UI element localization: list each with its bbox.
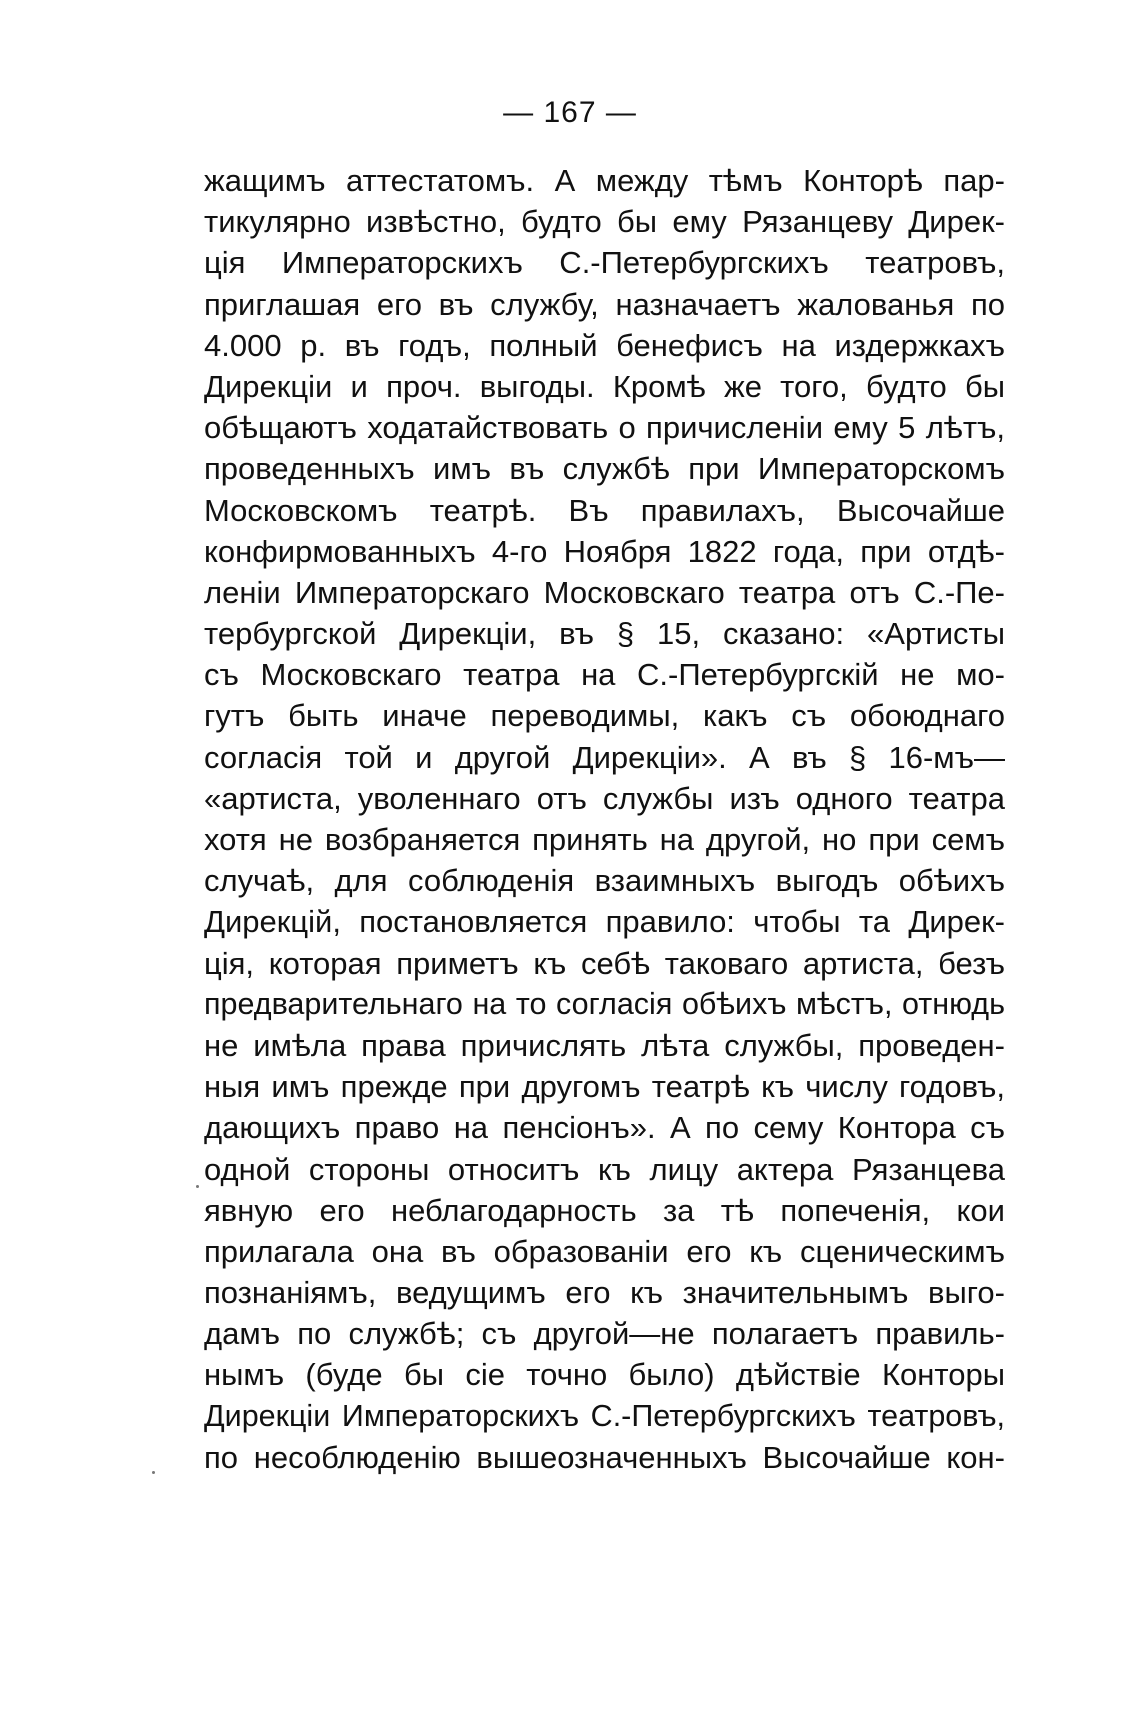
text-line: прилагала она въ образованіи его къ сценическимъ: [204, 1233, 1005, 1269]
text-line: дамъ по службѣ; съ другой—не полагаетъ правиль-: [204, 1316, 1005, 1352]
text-line: согласія той и другой Дирекціи». А въ § 16-мъ—: [204, 739, 1005, 775]
text-line: леніи Императорскаго Московскаго театра отъ С.-Пе-: [204, 574, 1005, 610]
text-line: одной стороны относитъ къ лицу актера Рязанцева: [204, 1151, 1005, 1187]
text-line: «артиста, уволеннаго отъ службы изъ одного театра: [204, 780, 1005, 816]
text-line: Дирекціи и проч. выгоды. Кромѣ же того, будто бы: [204, 368, 1005, 404]
text-line: ныя имъ прежде при другомъ театрѣ къ числу годовъ,: [204, 1069, 1005, 1105]
text-line: тербургской Дирекціи, въ § 15, сказано: «Артисты: [204, 616, 1005, 652]
text-line: по несоблюденію вышеозначенныхъ Высочайше кон-: [204, 1439, 1005, 1475]
text-line: нымъ (буде бы сіе точно было) дѣйствіе Конторы: [204, 1357, 1005, 1393]
scan-speck: [196, 1185, 199, 1188]
text-line: Московскомъ театрѣ. Въ правилахъ, Высочайше: [204, 492, 1005, 528]
text-line: Дирекціи Императорскихъ С.-Петербургскихъ театровъ,: [204, 1398, 1005, 1433]
text-line: жащимъ аттестатомъ. А между тѣмъ Конторѣ пар-: [204, 163, 1005, 198]
text-line: ція, которая приметъ къ себѣ таковаго артиста, безъ: [204, 945, 1005, 981]
text-line: познаніямъ, ведущимъ его къ значительнымъ выго-: [204, 1275, 1005, 1311]
text-line: гутъ быть иначе переводимы, какъ съ обоюднаго: [204, 698, 1005, 734]
text-line: не имѣла права причислять лѣта службы, проведен-: [204, 1027, 1005, 1063]
text-line: 4.000 р. въ годъ, полный бенефисъ на издержкахъ: [204, 327, 1005, 363]
text-line: хотя не возбраняется принять на другой, но при семъ: [204, 822, 1005, 857]
scan-speck: [152, 1471, 155, 1474]
text-line: Дирекцій, постановляется правило: чтобы та Дирек-: [204, 904, 1005, 940]
text-line: проведенныхъ имъ въ службѣ при Императорскомъ: [204, 451, 1005, 487]
text-line: конфирмованныхъ 4-го Ноября 1822 года, при отдѣ-: [204, 533, 1005, 569]
text-line: ція Императорскихъ С.-Петербургскихъ театровъ,: [204, 245, 1005, 281]
text-line: случаѣ, для соблюденія взаимныхъ выгодъ обѣихъ: [204, 863, 1005, 899]
text-line: явную его неблагодарность за тѣ попеченія, кои: [204, 1192, 1005, 1228]
text-line: приглашая его въ службу, назначаетъ жалованья по: [204, 286, 1005, 322]
body-text: [204, 160, 1005, 1478]
text-line: съ Московскаго театра на С.-Петербургскій не мо-: [204, 657, 1005, 693]
text-line: дающихъ право на пенсіонъ». А по сему Контора съ: [204, 1110, 1005, 1146]
text-line: тикулярно извѣстно, будто бы ему Рязанцеву Дирек-: [204, 204, 1005, 240]
text-line: обѣщаютъ ходатайствовать о причисленіи ему 5 лѣтъ,: [204, 410, 1005, 446]
page-number: — 167 —: [503, 96, 637, 129]
text-line: предварительнаго на то согласія обѣихъ мѣстъ, отнюдь: [204, 986, 1005, 1021]
